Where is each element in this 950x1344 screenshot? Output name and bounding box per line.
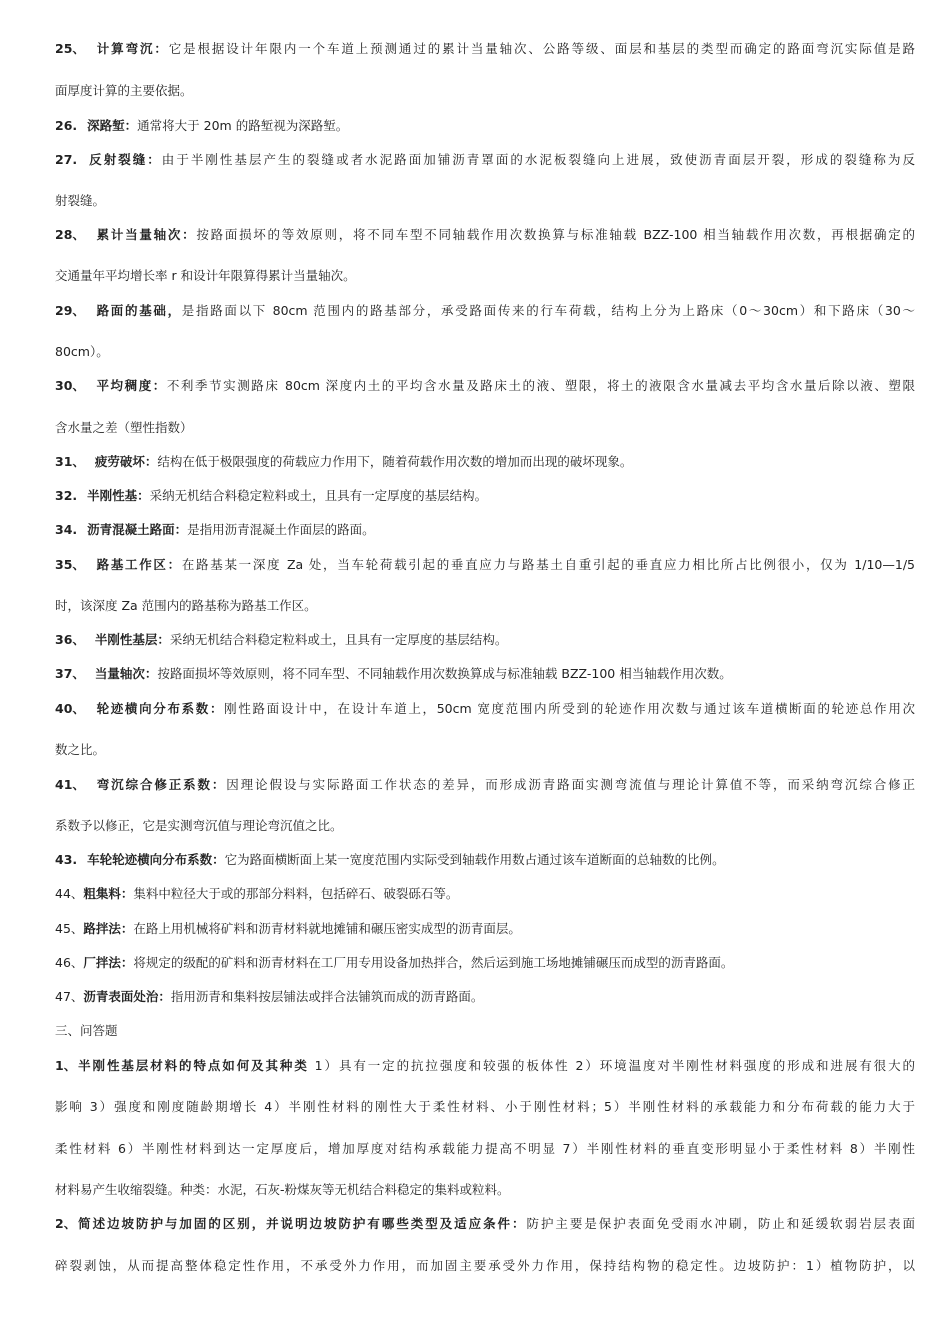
- item-number: 43.: [55, 852, 78, 867]
- definition-text: 面厚度计算的主要依据。: [55, 83, 193, 98]
- answer-text: 防护主要是保护表面免受雨水冲刷，防止和延缓软弱岩层表面: [526, 1216, 915, 1231]
- definition-text: 它是根据设计年限内一个车道上预测通过的累计当量轴次、公路等级、面层和基层的类型而确定的路面弯沉实际值是路: [168, 41, 915, 56]
- definition-text: 是指路面以下 80cm 范围内的路基部分，承受路面传来的行车荷载，结构上分为上路床（0～30cm）和下路床（30～: [181, 303, 915, 318]
- answer-text: 1）具有一定的抗拉强度和较强的板体性 2）环境温度对半刚性材料强度的形成和进展有很大的: [308, 1058, 915, 1073]
- term: 厂拌法：: [83, 955, 134, 970]
- definition-text: 交通量年平均增长率 r 和设计年限算得累计当量轴次。: [55, 268, 356, 283]
- definition-text: 结构在低于极限强度的荷载应力作用下，随着荷载作用次数的增加而出现的破坏现象。: [157, 454, 633, 469]
- definition-text: 射裂缝。: [55, 193, 106, 208]
- item-number: 31、: [55, 454, 85, 469]
- question-2: [55, 1215, 915, 1233]
- definition-36: [55, 631, 915, 649]
- definition-35: [55, 556, 915, 574]
- definition-text: 按路面损坏等效原则，将不同车型、不同轴载作用次数换算成与标准轴载 BZZ-100 相当轴载作用次数。: [157, 666, 732, 681]
- term: 半刚性基：: [87, 488, 150, 503]
- definition-text: 将规定的级配的矿料和沥青材料在工厂用专用设备加热拌合，然后运到施工场地摊铺碾压而成型的沥青路面。: [133, 955, 734, 970]
- section-title: 三、问答题: [55, 1023, 118, 1038]
- item-number: 29、: [55, 303, 85, 318]
- definition-text: 因理论假设与实际路面工作状态的差异，而形成沥青路面实测弯流值与理论计算值不等，而采纳弯沉综合修正: [226, 777, 915, 792]
- question-2-cont: [55, 1257, 915, 1275]
- item-number: 32.: [55, 488, 78, 503]
- definition-28: [55, 226, 915, 244]
- item-number: 34.: [55, 522, 78, 537]
- definition-29-cont: [55, 343, 915, 361]
- definition-text: 时，该深度 Za 范围内的路基称为路基工作区。: [55, 598, 317, 613]
- definition-text: 通常将大于 20m 的路堑视为深路堑。: [137, 118, 349, 133]
- definition-37: [55, 665, 915, 683]
- item-number: 30、: [55, 378, 85, 393]
- definition-26: [55, 117, 915, 135]
- question-title: 半刚性基层材料的特点如何及其种类: [76, 1058, 309, 1073]
- definition-25-cont: [55, 82, 915, 100]
- definition-text: 不利季节实测路床 80cm 深度内土的平均含水量及路床土的液、塑限，将土的液限含水量减去平均含水量后除以液、塑限: [166, 378, 915, 393]
- term: 车轮轮迹横向分布系数：: [87, 852, 225, 867]
- term: 疲劳破坏：: [94, 454, 158, 469]
- question-1-cont: [55, 1140, 915, 1158]
- definition-31: [55, 453, 915, 471]
- definition-47: [55, 988, 915, 1006]
- item-number: 46、: [55, 955, 84, 970]
- term: 沥青表面处治：: [83, 989, 171, 1004]
- definition-46: [55, 954, 915, 972]
- definition-text: 是指用沥青混凝土作面层的路面。: [187, 522, 375, 537]
- definition-text: 它为路面横断面上某一宽度范围内实际受到轴载作用数占通过该车道断面的总轴数的比例。: [224, 852, 725, 867]
- term: 累计当量轴次：: [94, 227, 197, 242]
- definition-text: 采纳无机结合料稳定粒料或土，且具有一定厚度的基层结构。: [149, 488, 488, 503]
- definition-40-cont: [55, 741, 915, 759]
- item-number: 37、: [55, 666, 85, 681]
- definition-41: [55, 776, 915, 794]
- item-number: 45、: [55, 921, 84, 936]
- item-number: 44、: [55, 886, 84, 901]
- definition-27: [55, 151, 915, 169]
- item-number: 41、: [55, 777, 85, 792]
- definition-43: [55, 851, 915, 869]
- term: 计算弯沉：: [94, 41, 169, 56]
- definition-34: [55, 521, 915, 539]
- term: 路拌法：: [83, 921, 134, 936]
- question-1-cont: [55, 1098, 915, 1116]
- item-number: 35、: [55, 557, 85, 572]
- definition-text: 按路面损坏的等效原则，将不同车型不同轴载作用次数换算与标准轴载 BZZ-100 相当轴载作用次数，再根据确定的: [196, 227, 915, 242]
- term: 轮迹横向分布系数：: [94, 701, 225, 716]
- item-number: 40、: [55, 701, 85, 716]
- definition-text: 80cm）。: [55, 344, 109, 359]
- question-number: 1、: [55, 1058, 77, 1073]
- definition-45: [55, 920, 915, 938]
- term: 粗集料：: [83, 886, 134, 901]
- section-heading: [55, 1022, 915, 1040]
- definition-40: [55, 700, 915, 718]
- definition-text: 系数予以修正，它是实测弯沉值与理论弯沉值之比。: [55, 818, 343, 833]
- question-title: 简述边坡防护与加固的区别，并说明边坡防护有哪些类型及适应条件：: [76, 1216, 527, 1231]
- item-number: 28、: [55, 227, 85, 242]
- term: 反射裂缝：: [87, 152, 162, 167]
- definition-32: [55, 487, 915, 505]
- definition-25: [55, 40, 915, 58]
- definition-27-cont: [55, 192, 915, 210]
- question-1: [55, 1057, 915, 1075]
- item-number: 36、: [55, 632, 85, 647]
- definition-29: [55, 302, 915, 320]
- question-1-cont: [55, 1181, 915, 1199]
- term: 沥青混凝土路面：: [87, 522, 188, 537]
- definition-35-cont: [55, 597, 915, 615]
- definition-text: 集料中粒径大于或的那部分料料，包括碎石、破裂砾石等。: [133, 886, 459, 901]
- item-number: 25、: [55, 41, 85, 56]
- term: 深路堑：: [87, 118, 138, 133]
- term: 当量轴次：: [94, 666, 158, 681]
- definition-text: 数之比。: [55, 742, 106, 757]
- term: 半刚性基层：: [94, 632, 170, 647]
- definition-text: 采纳无机结合料稳定粒料或土，且具有一定厚度的基层结构。: [169, 632, 508, 647]
- term: 弯沉综合修正系数：: [94, 777, 227, 792]
- term: 路基工作区：: [94, 557, 182, 572]
- answer-text: 材料易产生收缩裂缝。种类：水泥，石灰-粉煤灰等无机结合料稳定的集料或粒料。: [55, 1182, 510, 1197]
- definition-text: 指用沥青和集料按层铺法或拌合法铺筑而成的沥青路面。: [170, 989, 484, 1004]
- definition-text: 刚性路面设计中，在设计车道上，50cm 宽度范围内所受到的轮迹作用次数与通过该车道横断面的轮迹总作用次: [224, 701, 915, 716]
- definition-28-cont: [55, 267, 915, 285]
- term: 平均稠度：: [94, 378, 167, 393]
- term: 路面的基础，: [94, 303, 182, 318]
- item-number: 26.: [55, 118, 78, 133]
- question-number: 2、: [55, 1216, 77, 1231]
- item-number: 27.: [55, 152, 78, 167]
- definition-44: [55, 885, 915, 903]
- answer-text: 碎裂剥蚀，从而提高整体稳定性作用，不承受外力作用，而加固主要承受外力作用，保持结构物的稳定性。边坡防护：1）植物防护，以: [55, 1258, 915, 1273]
- answer-text: 影响 3）强度和刚度随龄期增长 4）半刚性材料的刚性大于柔性材料、小于刚性材料；5）半刚性材料的承载能力和分布荷载的能力大于: [55, 1099, 915, 1114]
- answer-text: 柔性材料 6）半刚性材料到达一定厚度后，增加厚度对结构承载能力提高不明显 7）半刚性材料的垂直变形明显小于柔性材料 8）半刚性: [55, 1141, 915, 1156]
- item-number: 47、: [55, 989, 84, 1004]
- definition-30-cont: [55, 419, 915, 437]
- definition-41-cont: [55, 817, 915, 835]
- definition-30: [55, 377, 915, 395]
- definition-text: 在路基某一深度 Za 处，当车轮荷载引起的垂直应力与路基土自重引起的垂直应力相比所占比例很小，仅为 1/10—1/5: [181, 557, 915, 572]
- definition-text: 由于半刚性基层产生的裂缝或者水泥路面加铺沥青罩面的水泥板裂缝向上进展，致使沥青面层开裂，形成的裂缝称为反: [161, 152, 915, 167]
- definition-text: 含水量之差（塑性指数）: [55, 420, 193, 435]
- definition-text: 在路上用机械将矿料和沥青材料就地摊铺和碾压密实成型的沥青面层。: [133, 921, 521, 936]
